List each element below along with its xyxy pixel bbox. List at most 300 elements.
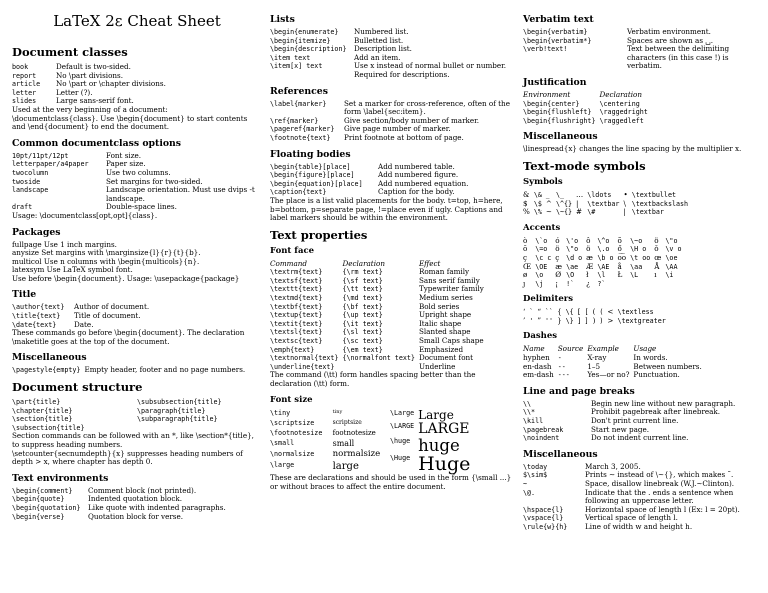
table-cell — [617, 280, 630, 289]
kv-value: Don't print current line. — [591, 416, 679, 426]
table-cell: ¿ — [586, 278, 591, 288]
kv-row — [12, 63, 262, 72]
kv-key: \begin{verse} — [12, 512, 65, 521]
table-cell: \oe — [665, 253, 678, 262]
kv-value: Paper size. — [106, 159, 146, 169]
kv-key: ~ — [523, 480, 528, 488]
table-cell: \textbf{text} — [270, 302, 323, 311]
table-cell: ?` — [597, 279, 606, 288]
table-cell: {\sc text} — [342, 337, 383, 346]
kv-key: twoside — [12, 177, 41, 186]
table-cell: Small Caps shape — [418, 336, 484, 346]
table-cell: Emphasized — [418, 344, 464, 354]
text-env-list — [12, 487, 262, 521]
table-cell: {\bf text} — [342, 302, 383, 311]
accents-heading: Accents — [523, 222, 561, 233]
table-cell: ç — [523, 252, 528, 262]
table-cell: \ae — [566, 262, 579, 271]
dashes-table — [523, 345, 706, 379]
table-cell: å — [617, 261, 622, 271]
table-cell: ’ — [523, 315, 526, 325]
table-cell: ¡ — [555, 278, 559, 288]
line-page-heading: Line and page breaks — [523, 385, 635, 397]
table-cell: \textnormal{text} — [270, 354, 339, 363]
kv-key: letterpaper/a4paper — [12, 160, 89, 169]
table-row — [523, 208, 692, 217]
font-size-command: \Huge — [390, 454, 411, 463]
kv-value: Give page number of marker. — [344, 124, 451, 134]
kv-key: \verb!text! — [523, 45, 568, 54]
table-cell: ô — [586, 235, 591, 245]
misc3-heading: Miscellaneous — [523, 448, 598, 460]
kv-key: twocolumn — [12, 168, 49, 177]
doc-classes-heading: Document classes — [12, 45, 128, 59]
table-cell: `` — [545, 308, 554, 317]
lists-list — [270, 28, 518, 80]
kv-key: \\ — [523, 399, 532, 408]
table-cell: \b o — [597, 253, 614, 262]
list-line: Use before \begin{document}. Usage: \usepackage{package} — [12, 273, 240, 283]
table-cell: \aa — [630, 262, 643, 271]
font-size-command: \huge — [390, 436, 411, 445]
text-mode-heading: Text-mode symbols — [523, 158, 646, 173]
kv-row — [523, 434, 763, 443]
table-cell: ^ — [545, 198, 552, 208]
font-size-sample: Huge — [418, 453, 471, 476]
kv-value: Comment block (not printed). — [88, 485, 197, 495]
table-row — [523, 237, 686, 246]
table-cell: Roman family — [418, 267, 470, 277]
kv-key: \kill — [523, 417, 544, 426]
table-cell: \# — [587, 208, 596, 217]
kv-value: Use two columns. — [106, 167, 171, 177]
table-row — [523, 317, 670, 326]
kv-value: Bulletted list. — [354, 35, 404, 45]
kv-key: \pagebreak — [523, 425, 564, 434]
font-size-command: \footnotesize — [270, 428, 323, 437]
table-cell: ~ — [545, 207, 552, 217]
page-title: LaTeX 2ε Cheat Sheet — [53, 12, 221, 30]
table-cell: [ — [584, 308, 589, 317]
list-line: fullpage Use 1 inch margins. — [12, 239, 117, 249]
misc1-key: \pagestyle{empty} — [12, 366, 81, 375]
table-cell: … — [576, 189, 584, 199]
table-cell: \O — [566, 271, 575, 280]
kv-key: book — [12, 63, 29, 71]
table-cell: ( — [599, 308, 604, 317]
references-list — [270, 100, 518, 143]
table-cell: {\sl text} — [342, 328, 383, 337]
table-cell: {\normalfont text} — [342, 354, 415, 363]
table-cell: { — [557, 307, 562, 317]
table-row — [523, 108, 652, 117]
title-note: These commands go before \begin{document}. The declaration \maketitle goes at the top of the document. — [12, 328, 245, 346]
kv-key: \date{text} — [12, 320, 57, 329]
column-3 — [523, 0, 763, 532]
table-header-cell: Effect — [418, 258, 441, 268]
class-options-heading: Common documentclass options — [12, 137, 182, 149]
doc-classes-list — [12, 63, 262, 106]
kv-value: Set a marker for cross-reference, often of the form \label{sec:item}. — [344, 98, 510, 117]
column-1 — [12, 0, 262, 521]
table-cell: ` — [529, 308, 534, 317]
font-size-command: \scriptsize — [270, 418, 315, 427]
table-cell: Underline — [418, 361, 456, 371]
table-cell: | — [623, 207, 626, 217]
table-cell — [665, 280, 685, 289]
floating-note: The place is a list valid placements for the body. t=top, h=here, b=bottom, p=separate page, !=place even if ugly. Captions and label markers should be within the environment. — [270, 195, 503, 223]
table-cell: Sans serif family — [418, 275, 480, 285]
kv-value: Description list. — [354, 44, 412, 54]
table-cell: ( — [592, 307, 596, 317]
table-cell: \j — [535, 279, 544, 288]
kv-row — [12, 312, 262, 321]
table-cell: en-dash — [523, 361, 552, 371]
font-size-block — [270, 409, 518, 475]
kv-row — [12, 186, 262, 203]
table-cell: ò — [523, 235, 528, 245]
misc2-heading: Miscellaneous — [523, 131, 598, 143]
table-cell: Italic shape — [418, 318, 462, 328]
font-size-command: \LARGE — [390, 421, 415, 430]
kv-key: slides — [12, 97, 37, 106]
table-row — [523, 254, 686, 263]
table-cell: > — [607, 315, 614, 325]
table-cell: ] — [577, 315, 581, 325]
font-face-note: The command (\tt) form handles spacing better than the declaration (\tt) form. — [270, 370, 476, 388]
misc3-list — [523, 463, 763, 532]
font-size-heading: Font size — [270, 394, 313, 405]
font-face-table — [270, 260, 488, 372]
font-size-row — [390, 454, 474, 474]
table-cell: ç — [555, 252, 560, 262]
structure-note1: Section commands can be followed with an *, like \section*{title}, to suppress heading numbers. — [12, 431, 254, 449]
table-cell: {\sf text} — [342, 276, 383, 285]
kv-key: \ref{marker} — [270, 116, 319, 125]
table-cell: ǒ — [654, 244, 659, 254]
table-row — [523, 280, 686, 289]
text-env-heading: Text environments — [12, 472, 109, 484]
font-size-row — [270, 429, 390, 439]
table-cell: Æ — [586, 261, 594, 271]
table-cell: \begin{flushright} — [523, 116, 596, 125]
table-cell: \ — [623, 198, 626, 208]
kv-value: Set margins for two-sided. — [106, 176, 203, 186]
font-size-sample: footnotesize — [332, 428, 376, 437]
table-cell: • — [623, 189, 628, 199]
lists-heading: Lists — [270, 14, 295, 25]
table-cell: \c c — [535, 253, 552, 262]
kv-key: \hspace{l} — [523, 505, 564, 514]
table-cell: \& — [533, 190, 542, 199]
font-size-row — [270, 409, 390, 419]
title-heading: Title — [12, 289, 37, 301]
font-size-command: \Large — [390, 408, 415, 417]
kv-value: Default is two-sided. — [56, 62, 131, 71]
table-cell: } — [557, 315, 562, 325]
table-cell: æ — [555, 261, 563, 271]
table-cell: ) — [592, 315, 596, 325]
table-cell: \`o — [535, 236, 548, 245]
kv-row — [523, 489, 763, 506]
table-cell: \~o — [630, 236, 643, 245]
list-line: \subparagraph{title} — [137, 415, 218, 424]
kv-value: Caption for the body. — [378, 187, 455, 197]
table-cell: \begin{flushleft} — [523, 108, 592, 117]
table-cell: \_ — [555, 190, 564, 199]
font-size-command: \large — [270, 461, 295, 470]
kv-key: \item text — [270, 53, 311, 62]
table-cell: \emph{text} — [270, 345, 315, 354]
list-line: \subsubsection{title} — [137, 398, 222, 407]
table-header-cell: Command — [270, 258, 307, 268]
doc-classes-note1: Used at the very beginning of a document: — [12, 104, 168, 114]
kv-value: Add an item. — [354, 52, 401, 62]
table-row — [523, 271, 686, 280]
list-line: \chapter{title} — [12, 406, 73, 415]
references-heading: References — [270, 85, 328, 97]
list-line: anysize Set margins with \marginsize{l}{r}{t}{b}. — [12, 248, 201, 258]
table-cell: \raggedleft — [599, 116, 644, 125]
kv-value: Numbered list. — [354, 27, 409, 36]
table-cell: \textbackslash — [631, 199, 689, 208]
table-cell: \o — [535, 271, 544, 280]
kv-key: \pageref{marker} — [270, 125, 335, 134]
table-cell: \t oo — [630, 253, 651, 262]
table-cell: ] — [584, 316, 589, 325]
font-size-sample: Large — [418, 407, 454, 422]
kv-value: Font size. — [106, 150, 142, 160]
kv-key: \begin{verbatim*} — [523, 36, 592, 45]
table-cell: Document font — [418, 353, 474, 363]
kv-value: Space, disallow linebreak (W.J.~Clinton). — [585, 479, 735, 488]
kv-key: \begin{enumerate} — [270, 28, 339, 36]
structure-left — [12, 398, 137, 432]
table-row — [523, 371, 706, 380]
table-cell: \v o — [665, 245, 682, 254]
kv-row — [12, 89, 262, 98]
table-header — [523, 91, 652, 100]
font-size-sample: LARGE — [418, 420, 470, 437]
table-cell: æ — [586, 252, 593, 262]
table-cell: \~{} — [555, 208, 573, 217]
column-2 — [270, 0, 518, 491]
font-size-sample: scriptsize — [332, 418, 362, 426]
kv-value: Double-space lines. — [106, 202, 177, 212]
packages-heading: Packages — [12, 226, 61, 238]
table-cell: Upright shape — [418, 310, 472, 320]
table-cell: $ — [523, 198, 528, 208]
kv-value: Add numbered equation. — [378, 178, 469, 188]
table-cell: ł — [586, 270, 589, 280]
table-row — [270, 354, 488, 363]
kv-key: article — [12, 80, 41, 89]
kv-key: \noindent — [523, 434, 560, 443]
table-cell: \"o — [665, 236, 678, 245]
table-cell: \% — [533, 208, 542, 217]
table-cell: \.o — [597, 245, 610, 254]
font-size-row — [270, 419, 390, 429]
kv-value: Add numbered figure. — [378, 170, 459, 180]
table-header-cell: Source — [557, 344, 584, 354]
table-cell: Bold series — [418, 301, 460, 311]
table-cell: Between numbers. — [633, 361, 702, 371]
font-size-sample: tiny — [332, 408, 343, 415]
line-page-list — [523, 400, 763, 443]
table-cell: \'o — [566, 236, 579, 245]
kv-key: \title{text} — [12, 312, 61, 321]
table-cell: \textsf{text} — [270, 276, 323, 285]
kv-value: Do not indent current line. — [591, 433, 689, 443]
kv-key: \begin{comment} — [12, 486, 73, 495]
kv-value: Indented quotation block. — [88, 494, 183, 504]
table-header-cell: Environment — [523, 89, 571, 99]
font-size-command: \tiny — [270, 408, 291, 417]
table-cell: ó — [555, 235, 560, 245]
kv-row — [270, 134, 518, 143]
kv-key: \begin{equation}[place] — [270, 179, 363, 188]
table-cell: \textless — [617, 308, 654, 317]
table-cell: \texttt{text} — [270, 285, 323, 294]
kv-value: Add numbered table. — [378, 161, 455, 171]
table-cell: hyphen — [523, 353, 550, 363]
table-cell — [654, 280, 665, 289]
kv-value: No \part or \chapter divisions. — [56, 79, 166, 89]
table-cell: \} — [565, 316, 574, 325]
table-cell: {\md text} — [342, 294, 383, 303]
table-cell: \underline{text} — [270, 362, 335, 371]
table-cell: < — [607, 307, 614, 317]
table-cell — [630, 280, 654, 289]
table-header-cell: Name — [523, 344, 545, 354]
structure-commands — [12, 398, 262, 432]
font-size-row — [390, 422, 474, 437]
font-size-sample: normalsize — [332, 448, 381, 459]
table-cell: '' — [545, 316, 554, 325]
table-cell: ø — [523, 270, 528, 280]
table-header — [523, 345, 706, 354]
kv-value: Landscape orientation. Must use dvips -t landscape. — [106, 185, 255, 203]
font-size-sample: large — [332, 461, 359, 473]
kv-row — [523, 45, 763, 71]
table-cell: ō — [523, 244, 528, 254]
table-cell: o͡o — [617, 252, 627, 262]
table-cell: \OE — [535, 262, 548, 271]
table-cell: In words. — [633, 353, 668, 363]
justification-heading: Justification — [523, 76, 587, 88]
floating-list — [270, 163, 518, 197]
table-cell: \textbar — [631, 208, 664, 217]
table-cell: & — [523, 189, 530, 199]
kv-value: March 3, 2005. — [585, 461, 641, 471]
kv-key: \label{marker} — [270, 99, 327, 108]
table-cell: \textup{text} — [270, 311, 323, 320]
verbatim-list — [523, 28, 763, 71]
kv-row — [270, 62, 518, 79]
table-cell: ȷ — [523, 278, 526, 288]
font-face-heading: Font face — [270, 245, 315, 256]
kv-key: \today — [523, 462, 548, 471]
font-size-sample: huge — [418, 435, 460, 455]
kv-key: \begin{description} — [270, 45, 347, 54]
table-cell: Medium series — [418, 293, 473, 303]
kv-value: Give section/body number of marker. — [344, 115, 480, 125]
table-cell: {\tt text} — [342, 285, 383, 294]
kv-key: \begin{quotation} — [12, 503, 81, 512]
kv-value: Begin new line without new paragraph. — [591, 398, 736, 408]
kv-key: \footnote{text} — [270, 133, 331, 142]
kv-key: $\sim$ — [523, 471, 548, 480]
table-cell: \textgreater — [617, 316, 666, 325]
kv-value: Vertical space of length l. — [585, 513, 678, 523]
table-row — [523, 117, 652, 126]
table-cell: {\em text} — [342, 345, 383, 354]
table-cell: ö — [586, 244, 591, 254]
table-cell: _ — [545, 189, 550, 199]
font-size-command: \normalsize — [270, 449, 315, 458]
kv-key: \begin{itemize} — [270, 36, 331, 45]
kv-value: Spaces are shown as ␣. — [627, 35, 714, 45]
table-cell: Ł — [617, 270, 623, 280]
kv-value: Horizontal space of length l (Ex: l = 20pt). — [585, 504, 740, 514]
font-size-command: \small — [270, 439, 295, 448]
table-cell: !` — [566, 279, 575, 288]
kv-value: Quotation block for verse. — [88, 511, 184, 521]
table-cell: 1–5 — [587, 361, 601, 371]
table-header-cell: Declaration — [342, 258, 385, 268]
verbatim-heading: Verbatim text — [523, 14, 594, 25]
table-cell: ı — [654, 270, 657, 280]
table-cell: \AE — [597, 262, 610, 271]
table-cell: \textmd{text} — [270, 294, 323, 303]
kv-value: Indicate that the . ends a sentence when following an uppercase letter. — [585, 487, 734, 506]
structure-heading: Document structure — [12, 380, 143, 395]
list-line: latexsym Use LaTeX symbol font. — [12, 265, 133, 275]
table-cell: Ø — [555, 270, 562, 280]
font-size-sample: small — [332, 439, 355, 449]
table-cell: -- — [557, 362, 566, 371]
table-cell: Yes—or no? — [587, 370, 630, 380]
kv-value: Text between the delimiting characters (in this case !) is verbatim. — [627, 44, 730, 71]
table-cell: \l — [597, 271, 606, 280]
title-list — [12, 303, 262, 329]
kv-key: \rule{w}{h} — [523, 522, 568, 531]
kv-value: No \part divisions. — [56, 70, 123, 80]
table-row — [523, 245, 686, 254]
kv-value: Line of width w and height h. — [585, 521, 693, 531]
font-size-row — [270, 450, 390, 461]
class-options-usage: Usage: \documentclass[opt,opt]{class}. — [12, 210, 158, 220]
table-cell: em-dash — [523, 370, 554, 380]
table-cell: \textrm{text} — [270, 268, 323, 277]
font-size-row — [390, 437, 474, 455]
table-cell: Punctuation. — [633, 370, 680, 380]
class-options-list — [12, 152, 262, 212]
table-header-cell: Usage — [633, 344, 657, 354]
kv-key: \begin{verbatim} — [523, 28, 588, 36]
table-cell: # — [576, 207, 583, 217]
kv-key: \@. — [523, 488, 536, 497]
kv-row — [12, 80, 262, 89]
font-size-note: These are declarations and should be used in the form {\small ...} or without braces to affect the entire document. — [270, 473, 512, 491]
table-cell: \^o — [597, 236, 610, 245]
table-header-cell: Example — [587, 344, 619, 354]
kv-value: Start new page. — [591, 424, 650, 434]
table-cell: ' — [529, 316, 534, 325]
kv-key: landscape — [12, 186, 49, 195]
table-cell: \^{} — [555, 199, 573, 208]
table-cell: --- — [557, 371, 570, 380]
